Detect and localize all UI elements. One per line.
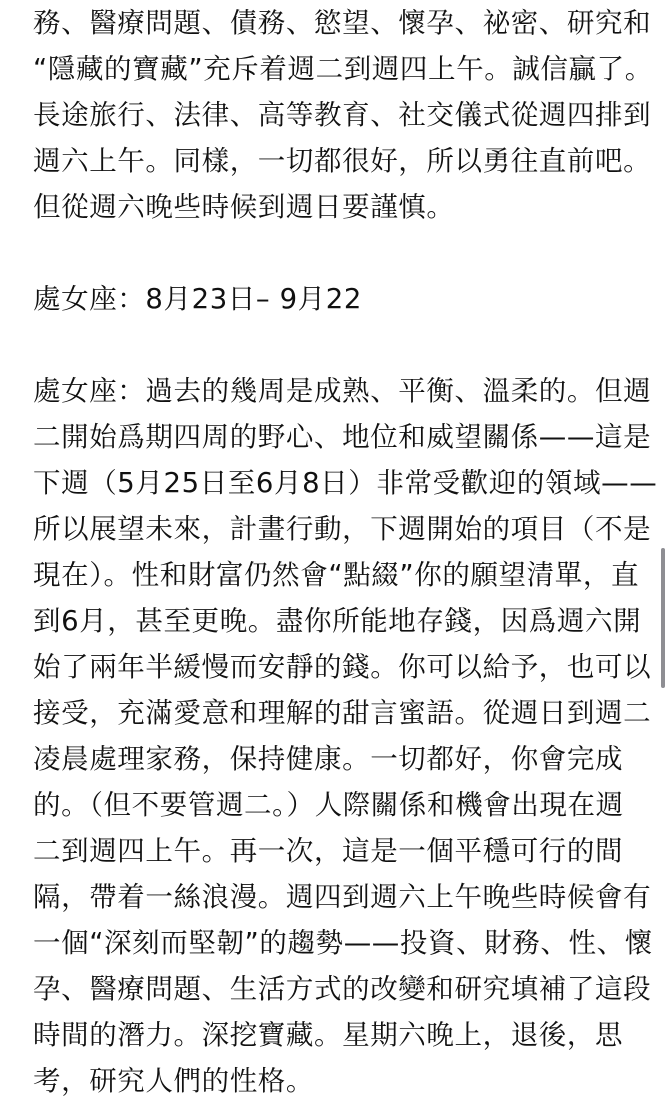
text-line: 孕、醫療問題、生活方式的改變和研究填補了這段 <box>33 973 652 1005</box>
text-line: 二到週四上午。再一次，這是一個平穩可行的間 <box>33 835 624 867</box>
text-line: 處女座：過去的幾周是成熟、平衡、溫柔的。但週 <box>33 375 652 407</box>
text-line: 凌晨處理家務，保持健康。一切都好，你會完成 <box>33 743 624 775</box>
text-line: 下週（5月25日至6月8日）非常受歡迎的領域—— <box>33 467 658 499</box>
text-line: 的。（但不要管週二。）人際關係和機會出現在週 <box>33 789 624 821</box>
text-line: 週六上午。同樣，一切都很好，所以勇往直前吧。 <box>33 145 652 177</box>
article-body <box>33 0 658 1104</box>
text-line: 隔，帶着一絲浪漫。週四到週六上午晚些時候會有 <box>33 881 652 913</box>
paragraph-continued <box>33 0 653 230</box>
paragraph-gap <box>33 230 633 276</box>
text-line: 但從週六晚些時候到週日要謹慎。 <box>33 191 455 223</box>
text-line: 到6月，甚至更晚。盡你所能地存錢，因爲週六開 <box>33 605 642 637</box>
paragraph-gap <box>33 322 633 368</box>
text-line: 一個“深刻而堅韌”的趨勢——投資、財務、性、懷 <box>33 927 653 959</box>
text-line: 務、醫療問題、債務、慾望、懷孕、祕密、研究和 <box>33 7 652 39</box>
paragraph-virgo <box>33 368 658 1104</box>
text-line: “隱藏的寶藏”充斥着週二到週四上午。誠信贏了。 <box>33 53 653 85</box>
text-line: 長途旅行、法律、高等教育、社交儀式從週四排到 <box>33 99 652 131</box>
vertical-scrollbar[interactable] <box>661 548 665 688</box>
text-line: 考，研究人們的性格。 <box>33 1065 314 1097</box>
text-line: 所以展望未來，計畫行動，下週開始的項目（不是 <box>33 513 652 545</box>
text-line: 二開始爲期四周的野心、地位和威望關係——這是 <box>33 421 652 453</box>
text-line: 始了兩年半緩慢而安靜的錢。你可以給予，也可以 <box>33 651 652 683</box>
text-line: 接受，充滿愛意和理解的甜言蜜語。從週日到週二 <box>33 697 652 729</box>
text-line: 現在）。性和財富仍然會“點綴”你的願望清單，直 <box>33 559 640 591</box>
text-line: 時間的潛力。深挖寶藏。星期六晚上，退後，思 <box>33 1019 624 1051</box>
section-heading: 處女座：8月23日– 9月22 <box>33 283 362 315</box>
